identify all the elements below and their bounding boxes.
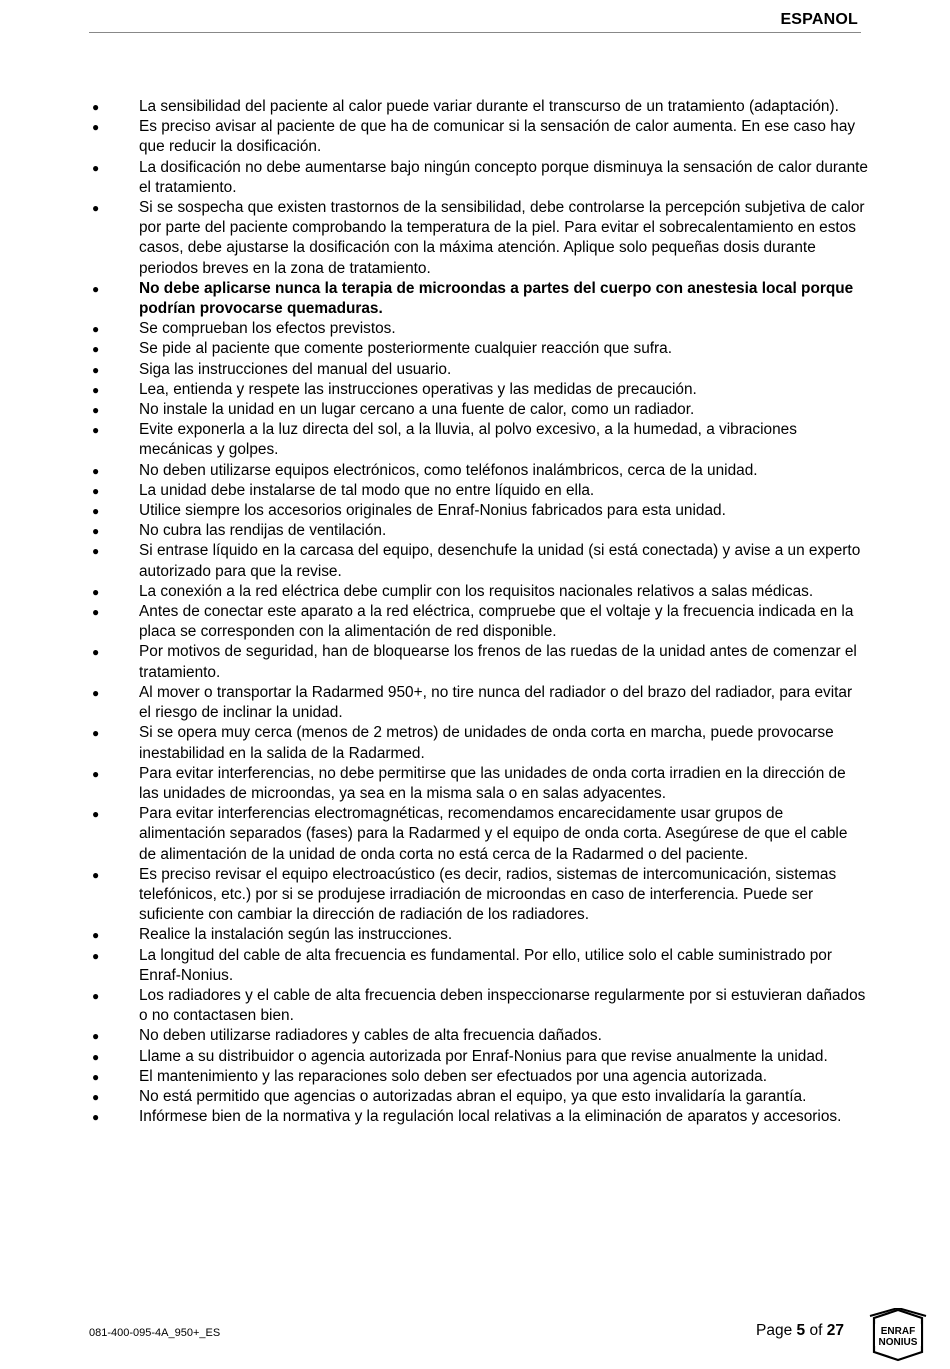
- bullet-dot-icon: ●: [92, 483, 100, 498]
- bullet-text: No deben utilizarse equipos electrónicos, como teléfonos inalámbricos, cerca de la unidad.: [139, 461, 758, 479]
- bullet-item: [88, 339, 868, 359]
- bullet-item: [88, 925, 868, 945]
- bullet-text: No cubra las rendijas de ventilación.: [139, 522, 387, 540]
- bullet-dot-icon: ●: [92, 201, 100, 216]
- bullet-item: [88, 986, 868, 1026]
- bullet-dot-icon: ●: [92, 685, 100, 700]
- logo-line2: NONIUS: [878, 1337, 918, 1348]
- bullet-text: Realice la instalación según las instrucciones.: [139, 926, 453, 944]
- bullet-text: La sensibilidad del paciente al calor puede variar durante el transcurso de un tratamiento (adaptación).: [139, 98, 839, 115]
- bullet-text: Es preciso revisar el equipo electroacústico (es decir, radios, sistemas de intercomunicación, sistemas telefónicos, etc.) por si se produjese irradiación de microondas en caso de interferencia. Puede ser suficiente con cambiar la dirección de radiación de los radiadores.: [139, 865, 837, 924]
- page-current: 5: [796, 1322, 806, 1339]
- bullet-item: [88, 198, 868, 279]
- bullet-item: [88, 117, 868, 157]
- bullet-dot-icon: ●: [92, 766, 100, 781]
- bullet-dot-icon: ●: [92, 1069, 100, 1084]
- bullet-dot-icon: ●: [92, 120, 100, 135]
- bullet-dot-icon: ●: [92, 524, 100, 539]
- bullet-item: [88, 683, 868, 723]
- bullet-text: No está permitido que agencias o autorizadas abran el equipo, ya que esto invalidaría la garantía.: [139, 1087, 807, 1105]
- bullet-text: Llame a su distribuidor o agencia autorizada por Enraf-Nonius para que revise anualmente la unidad.: [139, 1047, 828, 1065]
- bullet-text: Es preciso avisar al paciente de que ha de comunicar si la sensación de calor aumenta. En ese caso hay que reducir la dosificación.: [139, 118, 856, 156]
- bullet-dot-icon: ●: [92, 726, 100, 741]
- bullet-dot-icon: ●: [92, 928, 100, 943]
- bullet-text: La longitud del cable de alta frecuencia es fundamental. Por ello, utilice solo el cable suministrado por Enraf-Nonius.: [139, 946, 832, 984]
- bullet-text: Infórmese bien de la normativa y la regulación local relativas a la eliminación de aparatos y accesorios.: [139, 1108, 842, 1126]
- bullet-dot-icon: ●: [92, 342, 100, 357]
- page-of: of: [809, 1322, 823, 1339]
- bullet-item: [88, 865, 868, 926]
- bullet-item: [88, 420, 868, 460]
- bullet-dot-icon: ●: [92, 403, 100, 418]
- bullet-dot-icon: ●: [92, 382, 100, 397]
- bullet-dot-icon: ●: [92, 281, 100, 296]
- bullet-dot-icon: ●: [92, 988, 100, 1003]
- bullet-dot-icon: ●: [92, 584, 100, 599]
- bullet-dot-icon: ●: [92, 645, 100, 660]
- bullet-item: [88, 1087, 868, 1107]
- bullet-item: [88, 158, 868, 198]
- bullet-item: [88, 1026, 868, 1046]
- bullet-text: La dosificación no debe aumentarse bajo ningún concepto porque disminuya la sensación de calor durante el tratamiento.: [139, 158, 868, 196]
- bullet-text: Evite exponerla a la luz directa del sol, a la lluvia, al polvo excesivo, a la humedad, a vibraciones mecánicas y golpes.: [139, 421, 797, 459]
- bullet-text: Al mover o transportar la Radarmed 950+, no tire nunca del radiador o del brazo del radiador, para evitar el riesgo de inclinar la unidad.: [139, 683, 853, 722]
- bullet-item: [88, 723, 868, 763]
- bullet-item: [88, 360, 868, 380]
- bullet-item: [88, 400, 868, 420]
- header-language: ESPANOL: [780, 11, 858, 28]
- bullet-dot-icon: ●: [92, 1049, 100, 1064]
- bullet-text: Utilice siempre los accesorios originales de Enraf-Nonius fabricados para esta unidad.: [139, 502, 726, 520]
- bullet-dot-icon: ●: [92, 100, 100, 114]
- bullet-text: La conexión a la red eléctrica debe cumplir con los requisitos nacionales relativos a salas médicas.: [139, 582, 814, 600]
- enraf-nonius-logo: [866, 1308, 930, 1362]
- bullet-item: [88, 1067, 868, 1087]
- bullet-text: Se comprueban los efectos previstos.: [139, 320, 396, 338]
- page-word: Page: [756, 1322, 793, 1339]
- bullet-item: [88, 279, 868, 319]
- page-total: 27: [826, 1322, 844, 1339]
- bullet-text: Para evitar interferencias electromagnéticas, recomendamos encarecidamente usar grupos de alimentación separados (fases) para la Radarmed y el equipo de onda corta. Asegúrese de que el cable de alimentación de la unidad de onda corta no está cerca de la Radarmed o del paciente.: [139, 805, 848, 863]
- bullet-item: [88, 1107, 868, 1127]
- logo-line1: ENRAF: [880, 1326, 916, 1337]
- bullet-text: El mantenimiento y las reparaciones solo deben ser efectuados por una agencia autorizada.: [139, 1067, 767, 1085]
- bullet-dot-icon: ●: [92, 807, 100, 822]
- bullet-text: Para evitar interferencias, no debe permitirse que las unidades de onda corta irradien en la dirección de las unidades de microondas, ya sea en la misma sala o en salas adyacentes.: [139, 764, 846, 802]
- bullet-item: [88, 804, 868, 865]
- bullet-dot-icon: ●: [92, 463, 100, 478]
- bullet-dot-icon: ●: [92, 867, 100, 882]
- header-rule: [89, 32, 861, 33]
- bullet-dot-icon: ●: [92, 160, 100, 175]
- bullet-text: Se pide al paciente que comente posteriormente cualquier reacción que sufra.: [139, 340, 673, 358]
- bullet-dot-icon: ●: [92, 544, 100, 559]
- bullet-dot-icon: ●: [92, 504, 100, 519]
- bullet-item: [88, 1047, 868, 1067]
- bullet-text: La unidad debe instalarse de tal modo que no entre líquido en ella.: [139, 481, 595, 499]
- bullet-item: [88, 642, 868, 682]
- bullet-item: [88, 380, 868, 400]
- bullet-text: Por motivos de seguridad, han de bloquearse los frenos de las ruedas de la unidad antes de comenzar el tratamiento.: [139, 643, 857, 681]
- bullet-item: [88, 521, 868, 541]
- bullet-item: [88, 481, 868, 501]
- bullet-dot-icon: ●: [92, 322, 100, 337]
- bullet-dot-icon: ●: [92, 605, 100, 620]
- bullet-text: Si se opera muy cerca (menos de 2 metros) de unidades de onda corta en marcha, puede provocarse inestabilidad en la salida de la Radarmed.: [139, 724, 834, 762]
- bullet-text: No instale la unidad en un lugar cercano a una fuente de calor, como un radiador.: [139, 401, 695, 419]
- footer-page-number: [756, 1322, 844, 1340]
- bullet-dot-icon: ●: [92, 1089, 100, 1104]
- safety-bullet-list: [88, 97, 868, 1127]
- bullet-dot-icon: ●: [92, 423, 100, 438]
- bullet-text: Antes de conectar este aparato a la red eléctrica, compruebe que el voltaje y la frecuencia indicada en la placa se corresponden con la alimentación de red disponible.: [139, 603, 854, 641]
- bullet-text: No deben utilizarse radiadores y cables de alta frecuencia dañados.: [139, 1027, 602, 1045]
- bullet-dot-icon: ●: [92, 1029, 100, 1044]
- bullet-text: Lea, entienda y respete las instrucciones operativas y las medidas de precaución.: [139, 380, 697, 398]
- bullet-text: Si entrase líquido en la carcasa del equipo, desenchufe la unidad (si está conectada) y avise a un experto autorizado para que la revise.: [139, 542, 861, 580]
- bullet-dot-icon: ●: [92, 1110, 100, 1125]
- bullet-item: [88, 461, 868, 481]
- bullet-item: [88, 541, 868, 581]
- bullet-dot-icon: ●: [92, 362, 100, 377]
- bullet-dot-icon: ●: [92, 948, 100, 963]
- bullet-item: [88, 319, 868, 339]
- footer-doc-code: 081-400-095-4A_950+_ES: [89, 1327, 221, 1339]
- bullet-text: No debe aplicarse nunca la terapia de microondas a partes del cuerpo con anestesia local porque podrían provocarse quemaduras.: [139, 279, 854, 318]
- bullet-text: Los radiadores y el cable de alta frecuencia deben inspeccionarse regularmente por si estuvieran dañados o no contactasen bien.: [139, 986, 866, 1025]
- bullet-item: [88, 501, 868, 521]
- bullet-item: [88, 602, 868, 642]
- bullet-item: [88, 946, 868, 986]
- bullet-item: [88, 582, 868, 602]
- bullet-text: Siga las instrucciones del manual del usuario.: [139, 360, 452, 378]
- bullet-item: [88, 764, 868, 804]
- bullet-item: [88, 97, 868, 117]
- bullet-text: Si se sospecha que existen trastornos de la sensibilidad, debe controlarse la percepción subjetiva de calor por parte del paciente comprobando la temperatura de la piel. Para evitar el sobrecalentamiento en estos casos, debe ajustarse la dosificación con la máxima atención. Aplique solo pequeñas dosis durante periodos breves en la zona de tratamiento.: [139, 199, 865, 277]
